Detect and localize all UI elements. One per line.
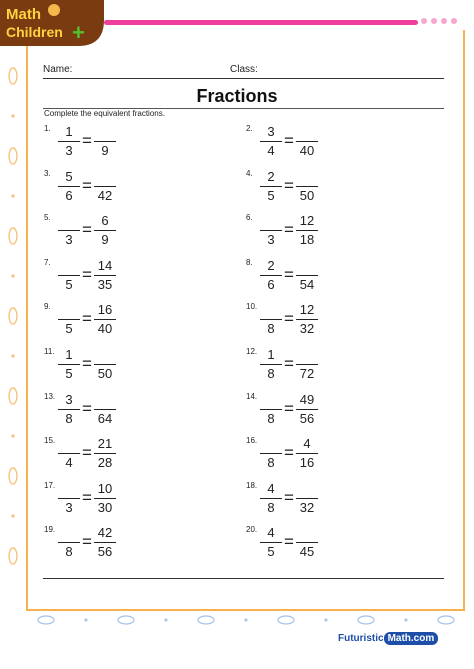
right-denominator: 32 [299,321,315,337]
right-denominator: 30 [97,499,113,515]
left-numerator[interactable]: 3 [267,124,275,139]
right-numerator[interactable]: 49 [299,391,315,407]
problem-number: 11. [44,347,55,356]
right-numerator[interactable] [94,124,116,140]
problem-number: 17. [44,480,56,490]
problem-number: 15. [44,436,56,446]
left-numerator[interactable] [58,436,80,452]
left-decorative-strip [0,46,26,606]
left-numerator[interactable] [260,436,282,452]
left-fraction [260,169,282,204]
left-numerator[interactable] [260,213,282,229]
right-denominator: 9 [101,232,109,248]
left-denominator: 5 [267,544,275,560]
equals-sign: = [82,131,92,150]
right-numerator[interactable]: 6 [101,213,109,229]
right-fraction [296,213,318,248]
right-denominator: 50 [97,366,113,381]
right-numerator[interactable] [94,347,116,363]
right-numerator[interactable] [296,347,318,363]
right-numerator[interactable]: 10 [97,480,113,496]
right-fraction [296,302,318,337]
problem-item [44,258,234,298]
right-border-line [463,30,465,610]
problem-number: 6. [246,213,253,223]
left-denominator: 8 [267,455,275,471]
right-denominator: 56 [97,544,113,560]
left-fraction [58,213,80,248]
right-fraction [296,347,318,382]
logo-text-math: Math [6,6,41,23]
left-numerator[interactable]: 1 [65,347,73,362]
problem-item [44,302,234,342]
right-fraction [94,525,116,560]
problem-number: 20. [246,525,258,535]
equals-sign: = [284,175,294,195]
left-fraction [260,525,282,560]
left-numerator[interactable]: 1 [267,347,275,362]
right-denominator: 42 [97,187,113,203]
left-fraction [58,436,80,471]
problem-number: 16. [246,436,258,446]
right-numerator[interactable]: 16 [97,302,113,318]
left-numerator[interactable]: 5 [65,168,73,184]
left-fraction [260,392,282,427]
equals-sign: = [284,354,294,373]
left-numerator[interactable]: 1 [65,124,73,139]
right-fraction [94,213,116,248]
left-denominator: 5 [65,321,73,337]
left-fraction [260,436,282,471]
problem-item [44,436,234,476]
right-fraction [296,525,318,560]
instruction-text: Complete the equivalent fractions. [44,109,165,118]
problem-number: 2. [246,124,253,133]
right-fraction [94,169,116,204]
left-denominator: 3 [65,143,73,158]
right-numerator[interactable] [94,392,116,408]
left-denominator: 4 [267,143,275,158]
problem-item [44,347,234,387]
equals-sign: = [284,220,294,240]
math-children-logo [0,0,104,46]
left-denominator: 5 [65,366,73,381]
right-fraction [296,169,318,204]
equals-sign: = [82,443,92,463]
right-denominator: 16 [299,455,315,471]
brand-highlight: Math.com [384,632,439,645]
page-title: Fractions [196,86,278,106]
right-numerator[interactable] [296,258,318,274]
bottom-border-line [26,609,465,611]
problem-number: 12. [246,347,258,356]
left-numerator[interactable]: 3 [65,391,73,407]
equals-sign: = [284,309,294,329]
right-denominator: 56 [299,410,315,426]
right-numerator[interactable] [296,124,318,140]
left-numerator[interactable]: 4 [267,525,275,541]
problem-item [246,525,436,565]
problem-item [246,302,436,342]
left-fraction [58,258,80,293]
left-fraction [260,302,282,337]
right-numerator[interactable] [296,481,318,497]
right-fraction [296,436,318,471]
right-denominator: 54 [299,276,315,292]
right-denominator: 40 [97,321,113,337]
left-numerator[interactable] [260,302,282,318]
top-accent-bar [104,20,418,25]
problem-number: 18. [246,480,258,490]
problem-item [246,481,436,521]
problem-item [246,124,436,164]
brand-prefix: Futuristic [338,633,384,644]
problem-item [44,213,234,253]
left-fraction [260,481,282,516]
equals-sign: = [82,354,92,373]
problem-item [246,347,436,387]
name-label: Name: [43,64,73,75]
right-fraction [296,392,318,427]
problem-item [246,169,436,209]
equals-sign: = [82,264,92,284]
left-numerator[interactable] [58,213,80,229]
equals-sign: = [284,264,294,284]
left-fraction [58,525,80,560]
left-denominator: 5 [267,187,275,203]
right-denominator: 18 [299,232,315,248]
problem-item [44,392,234,432]
left-denominator: 8 [267,366,275,381]
equals-sign: = [284,443,294,463]
left-denominator: 3 [65,232,73,248]
class-label: Class: [230,64,258,75]
logo-text-children: Children [6,24,63,40]
right-denominator: 50 [299,187,315,203]
futuristic-math-brand [338,633,438,644]
right-numerator[interactable] [296,169,318,185]
left-fraction [58,169,80,204]
problem-number: 1. [44,124,51,133]
problem-item [44,124,234,164]
right-fraction [94,347,116,382]
left-numerator[interactable] [58,258,80,274]
right-numerator[interactable] [296,525,318,541]
left-fraction [260,213,282,248]
equals-sign: = [284,532,294,552]
right-denominator: 64 [97,410,113,426]
left-fraction [58,347,80,382]
problem-item [44,525,234,565]
equals-sign: = [82,175,92,195]
problem-number: 5. [44,213,51,223]
right-denominator: 32 [299,499,315,515]
left-numerator[interactable] [58,481,80,497]
left-numerator[interactable] [58,525,80,541]
right-denominator: 45 [299,544,315,560]
left-fraction [58,481,80,516]
right-fraction [94,436,116,471]
right-denominator: 40 [299,143,315,158]
left-denominator: 3 [267,232,275,248]
left-fraction [260,124,282,159]
right-numerator[interactable]: 4 [303,436,311,452]
left-denominator: 8 [65,544,73,560]
right-denominator: 9 [101,143,109,158]
problem-number: 19. [44,525,56,535]
equals-sign: = [82,532,92,552]
right-fraction [94,124,116,159]
name-class-row [43,64,444,79]
left-denominator: 6 [65,187,73,203]
left-denominator: 6 [267,276,275,292]
left-numerator[interactable]: 2 [267,257,275,273]
right-numerator[interactable]: 12 [299,213,315,229]
right-denominator: 72 [299,366,315,381]
right-numerator[interactable]: 42 [97,525,113,541]
right-numerator[interactable]: 21 [97,436,113,452]
problem-item [246,436,436,476]
right-numerator[interactable]: 12 [299,302,315,318]
problem-number: 3. [44,168,51,178]
left-denominator: 8 [267,321,275,337]
left-fraction [58,392,80,427]
left-border-line [26,46,28,611]
left-fraction [260,258,282,293]
left-fraction [260,347,282,382]
problem-number: 7. [44,257,51,267]
equals-sign: = [284,131,294,150]
right-numerator[interactable]: 14 [97,257,113,273]
left-fraction [58,302,80,337]
problem-item [246,258,436,298]
problem-item [44,481,234,521]
right-fraction [94,302,116,337]
problem-number: 13. [44,391,56,401]
left-denominator: 8 [267,499,275,515]
right-fraction [296,124,318,159]
bottom-decorative-strip [26,612,466,628]
equals-sign: = [82,309,92,329]
logo-plus: + [72,20,85,45]
problem-item [44,169,234,209]
right-fraction [296,258,318,293]
right-denominator: 35 [97,276,113,292]
top-decorative-dots [421,18,457,24]
right-fraction [94,481,116,516]
problem-number: 9. [44,302,51,312]
problem-number: 8. [246,257,253,267]
right-fraction [94,392,116,427]
left-denominator: 8 [65,410,73,426]
equals-sign: = [82,487,92,507]
equals-sign: = [82,220,92,240]
right-fraction [296,481,318,516]
right-denominator: 28 [97,455,113,471]
left-numerator[interactable] [58,302,80,318]
problem-number: 14. [246,391,258,401]
right-numerator[interactable] [94,169,116,185]
left-numerator[interactable]: 2 [267,168,275,184]
equals-sign: = [82,398,92,418]
problem-number: 4. [246,168,253,178]
left-numerator[interactable]: 4 [267,480,275,496]
left-denominator: 4 [65,455,73,471]
left-denominator: 8 [267,410,275,426]
left-denominator: 3 [65,499,73,515]
problem-item [246,213,436,253]
problem-item [246,392,436,432]
equals-sign: = [284,398,294,418]
left-fraction [58,124,80,159]
left-numerator[interactable] [260,392,282,408]
equals-sign: = [284,487,294,507]
right-fraction [94,258,116,293]
bottom-rule [43,578,444,579]
problem-number: 10. [246,302,258,312]
left-denominator: 5 [65,276,73,292]
